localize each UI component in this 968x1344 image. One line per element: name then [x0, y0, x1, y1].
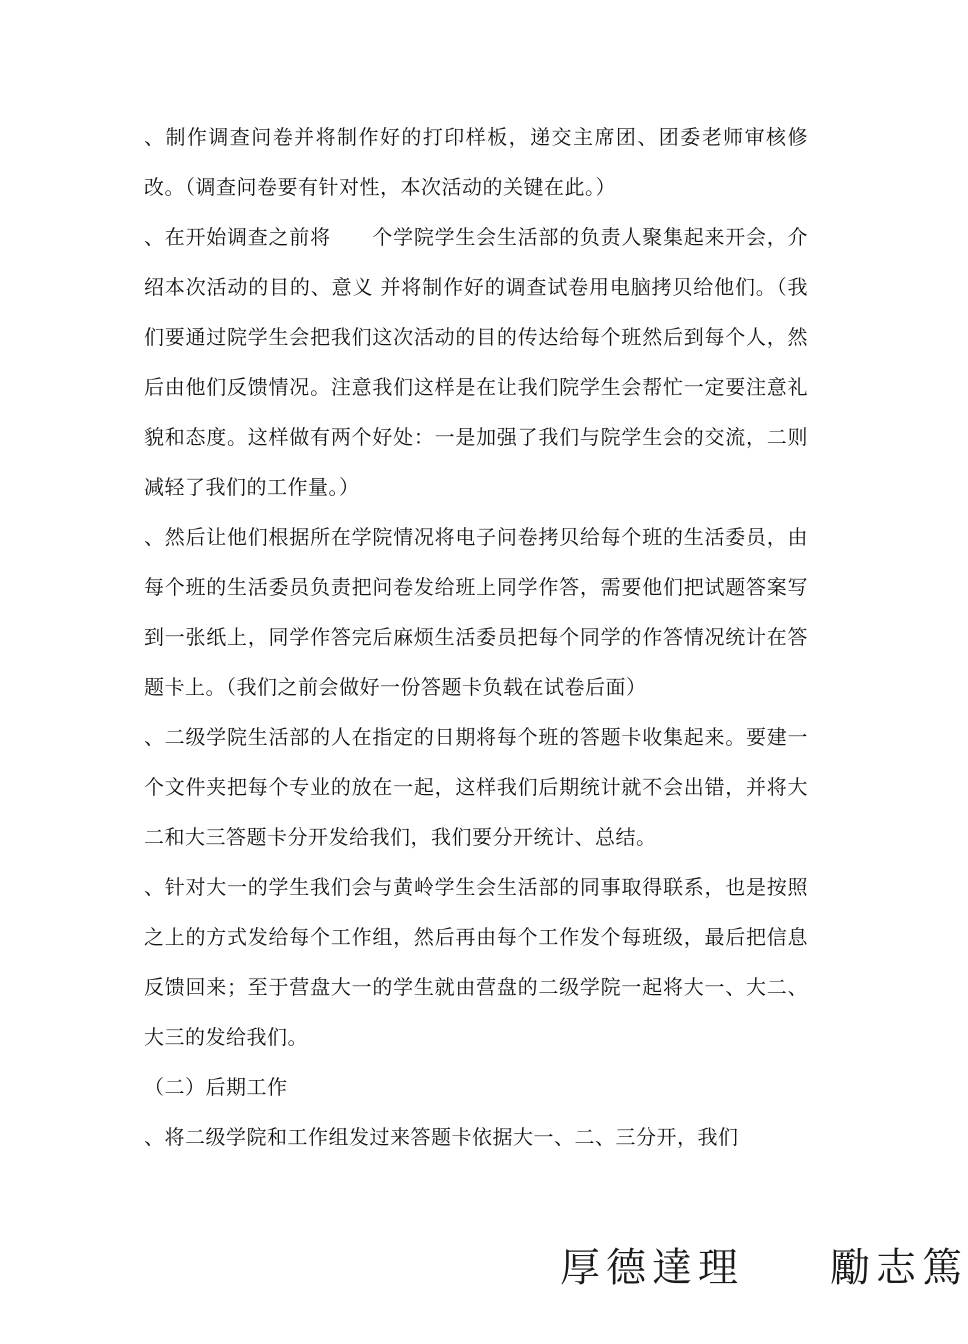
motto-right-text: 勵志篤 [830, 1245, 968, 1291]
paragraph-preliminary-meeting: 、在开始调查之前将 个学院学生会生活部的负责人聚集起来开会，介绍本次活动的目的、意义 并将制作好的调查试卷用电脑拷贝给他们。（我们要通过院学生会把我们这次活动的目的传达给每个班然后到每个人，然后由他们反馈情况。注意我们这样是在让我们院学生会帮忙一定要注意礼貌和态度。这样做有两个好处：一是加强了我们与院学生会的交流，二则减轻了我们的工作量。） [144, 225, 808, 499]
paragraph-questionnaire-design: 、制作调查问卷并将制作好的打印样板，递交主席团、团委老师审核修改。（调查问卷要有针对性，本次活动的关键在此。） [144, 125, 808, 199]
document-body [144, 112, 808, 1162]
motto-left-text: 厚德達理 [560, 1245, 744, 1291]
paragraph-sorting-answer-cards: 、将二级学院和工作组发过来答题卡依据大一、二、三分开，我们 [144, 1125, 739, 1149]
paragraph-distribution-to-classes: 、然后让他们根据所在学院情况将电子问卷拷贝给每个班的生活委员，由每个班的生活委员负责把问卷发给班上同学作答，需要他们把试题答案写到一张纸上，同学作答完后麻烦生活委员把每个同学的作答情况统计在答题卡上。（我们之前会做好一份答题卡负载在试卷后面） [144, 525, 808, 699]
section-heading-later-work: （二）后期工作 [144, 1075, 288, 1099]
paragraph-answer-card-collection: 、二级学院生活部的人在指定的日期将每个班的答题卡收集起来。要建一个文件夹把每个专业的放在一起，这样我们后期统计就不会出错，并将大二和大三答题卡分开发给我们，我们要分开统计、总结。 [144, 725, 808, 849]
footer-motto [0, 1236, 968, 1296]
paragraph-freshmen-arrangement: 、针对大一的学生我们会与黄岭学生会生活部的同事取得联系，也是按照之上的方式发给每个工作组，然后再由每个工作发个每班级，最后把信息反馈回来；至于营盘大一的学生就由营盘的二级学院一起将大一、大二、大三的发给我们。 [144, 875, 808, 1049]
